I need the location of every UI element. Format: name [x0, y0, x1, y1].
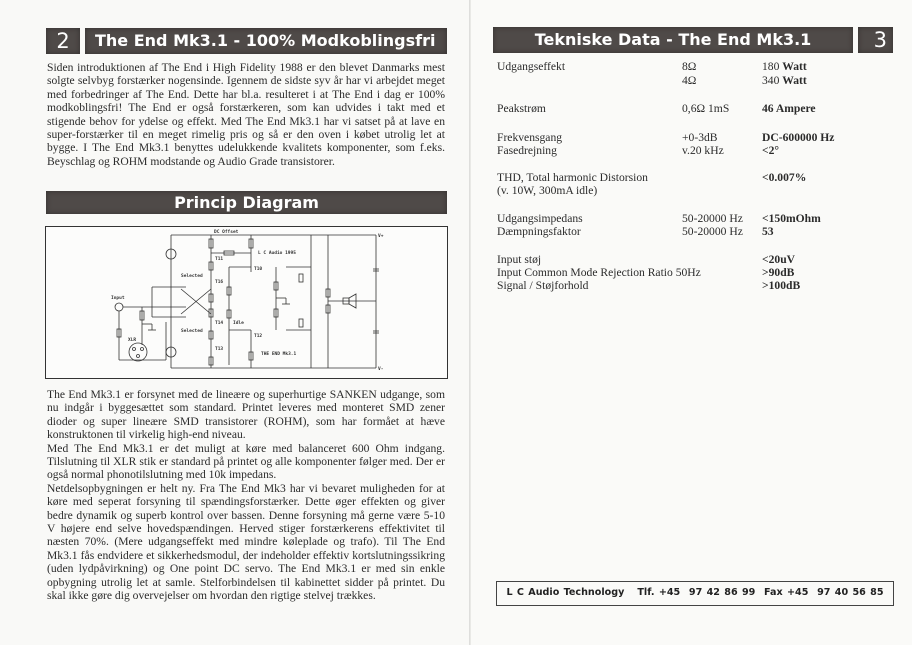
spec-label: Frekvensgang — [497, 131, 563, 144]
spec-label: THD, Total harmonic Distorsion — [497, 171, 648, 184]
spec-value: 46 Ampere — [762, 102, 816, 115]
spec-label: Fasedrejning — [497, 144, 557, 157]
label-input: Input — [111, 296, 125, 301]
body-text — [47, 388, 445, 603]
label-copyright: L C Audio 1995 — [258, 251, 296, 256]
spec-value: <20uV — [762, 253, 796, 266]
label-t10: T10 — [254, 267, 263, 272]
spec-value: <2° — [762, 144, 780, 157]
spec-value: <0.007% — [762, 171, 807, 184]
page-title-left: The End Mk3.1 - 100% Modkoblingsfri — [85, 28, 447, 54]
page-number-right: 3 — [858, 27, 893, 53]
body-paragraph: Netdelsopbygningen er helt ny. Fra The End Mk3 har vi bevaret muligheden for at køre med seperat forsyning til spændingsforstærker. Dette øger effekten og giver bedre dynamik og superb kontrol over bassen. Denne forsyning må gerne være 5-10 V højere end selve hovedspændingen. Herved stiger forstærkerens effektivitet til næsten 70%. (Mere udgangseffekt med mindre køleplade og trafo). Til The End Mk3.1 fås endvidere et sikkerhedsmodul, der indeholder effektiv kortslutningssikring (uden lydpåvirkning) og One point DC servo. The End Mk3.1 er med sin enkle opbygning utrolig let at samle. Stelforbindelsen til kabinettet sidder på printet. Du skal ikke gøre dig overvejelser om hvordan den rigtige stelvej trækkes. — [47, 481, 445, 603]
xlr-connector — [129, 343, 147, 361]
label-selected-top: Selected — [181, 274, 203, 279]
page-number-left: 2 — [46, 28, 80, 54]
spec-condition: +0-3dB — [682, 131, 718, 144]
label-v-minus: V- — [378, 367, 384, 372]
contact-footer — [496, 581, 894, 606]
spec-value: >100dB — [762, 279, 801, 292]
label-v-plus: V+ — [378, 234, 384, 239]
label-selected-bottom: Selected — [181, 329, 203, 334]
spec-label: Dæmpningsfaktor — [497, 225, 581, 238]
body-paragraph: The End Mk3.1 er forsynet med de lineære og superhurtige SANKEN udgange, som nu indgår i byggesættet som standard. Printet leveres med monteret SMD zener dioder og super lineære SMD transistorer (ROHM), som har formået at hæve konstruktonen til virkelig high-end niveau. — [47, 388, 445, 442]
spec-label: Signal / Støjforhold — [497, 279, 589, 292]
spec-value: <150mOhm — [762, 212, 821, 225]
label-amp-name: THE END Mk3.1 — [261, 352, 297, 357]
spec-value: >90dB — [762, 266, 795, 279]
spec-label: Input Common Mode Rejection Ratio 50Hz — [497, 266, 701, 279]
label-dc-offset: DC Offset — [214, 230, 239, 235]
page-fold — [469, 0, 471, 645]
page-title-right: Tekniske Data - The End Mk3.1 — [493, 27, 853, 53]
label-idle: Idle — [233, 321, 244, 326]
spec-condition: 50-20000 Hz — [682, 225, 743, 238]
intro-paragraph — [47, 61, 445, 168]
spec-value: DC-600000 Hz — [762, 131, 835, 144]
body-paragraph: Med The End Mk3.1 er det muligt at køre med balanceret 600 Ohm indgang. Tilslutning til XLR stik er standard på printet og alle komponenter følger med. Der er også normal phonotilslutning med 10k impedans. — [47, 441, 445, 482]
diagram-section-header: Princip Diagram — [46, 191, 447, 214]
spec-label: Udgangseffekt — [497, 60, 566, 73]
spec-condition: 0,6Ω 1mS — [682, 102, 730, 115]
label-t16: T16 — [215, 280, 224, 285]
input-jack — [115, 303, 123, 311]
intro-text: Siden introduktionen af The End i High Fidelity 1988 er den blevet Danmarks mest solgte selvbyg forstærker nogensinde. Igennem de sidste syv år har vi arbejdet meget med forbedringer af The End. Dette har bl.a. resulteret i at The End i dag er 100% modkoblingsfri! The End er også forstærkeren, som kan udvides i takt med et stigende behov for ydelse og effekt. Med The End Mk3.1 har vi satset på at lave en super-forstærker til en meget rimelig pris og så er den oven i købet utrolig let at bygge. I The End Mk3.1 benyttes udelukkende kvalitets komponenter, som f.eks. Beyschlag og ROHM modstande og Audio Grade transistorer. — [47, 61, 445, 168]
spec-label: Udgangsimpedans — [497, 212, 583, 225]
label-t13: T13 — [215, 347, 224, 352]
spec-value: 53 — [762, 225, 774, 238]
label-t12: T12 — [254, 334, 263, 339]
circuit-schematic — [46, 227, 446, 377]
right-page — [470, 0, 912, 645]
spec-value: 180 Watt — [762, 60, 807, 73]
spec-label: Peakstrøm — [497, 102, 546, 115]
contact-text: L C Audio Technology Tlf. +45 97 42 86 99 Fax +45 97 40 56 85 — [506, 587, 884, 598]
spec-label: (v. 10W, 300mA idle) — [497, 184, 598, 197]
circuit-diagram — [45, 226, 448, 379]
spec-condition: 8Ω — [682, 60, 697, 73]
spec-label: Input støj — [497, 253, 542, 266]
label-xlr: XLR — [128, 338, 137, 343]
label-t14: T14 — [215, 321, 224, 326]
label-t11: T11 — [215, 257, 224, 262]
spec-condition: 50-20000 Hz — [682, 212, 743, 225]
spec-condition: v.20 kHz — [682, 144, 724, 157]
spec-value: 340 Watt — [762, 74, 807, 87]
spec-condition: 4Ω — [682, 74, 697, 87]
